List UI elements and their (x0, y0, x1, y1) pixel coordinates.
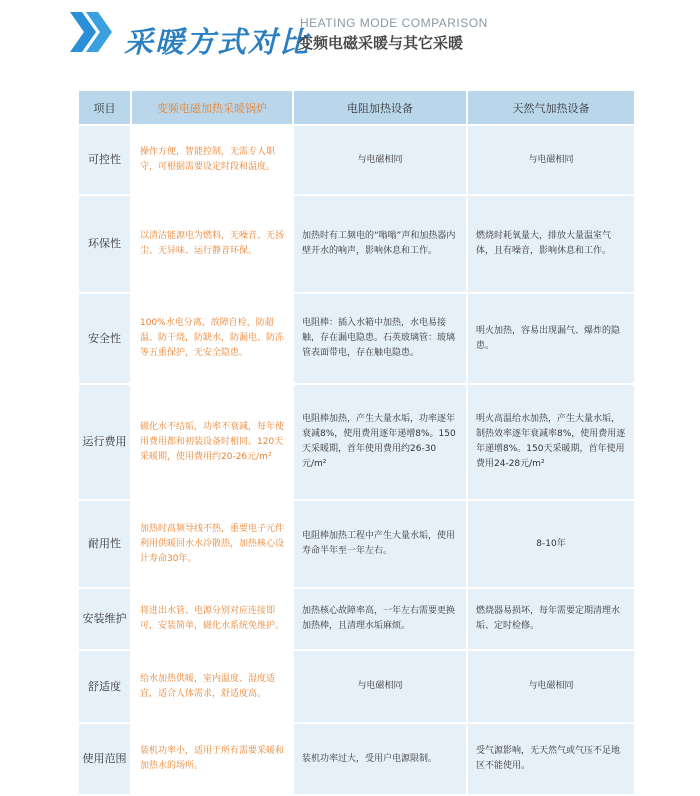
resistance-cell: 与电磁相同 (294, 126, 466, 194)
table-row (79, 651, 634, 722)
magnetic-cell: 给水加热供暖，室内温度、湿度适宜，适合人体需求，舒适度高。 (132, 651, 292, 722)
page-header (0, 0, 700, 70)
row-label: 可控性 (79, 126, 130, 194)
row-label: 耐用性 (79, 501, 130, 587)
resistance-cell: 加热时有工频电的“嗡嗡”声和加热器内壁开水的响声，影响休息和工作。 (294, 196, 466, 292)
chevron-arrows-icon (70, 12, 124, 52)
magnetic-cell: 以清洁能源电为燃料，无噪音、无扬尘、无异味、运行静音环保。 (132, 196, 292, 292)
resistance-cell: 电阻棒加热工程中产生大量水垢，使用寿命半年至一年左右。 (294, 501, 466, 587)
gas-cell: 明火加热，容易出现漏气、爆炸的隐患。 (468, 294, 634, 383)
page-subtitle: 变频电磁采暖与其它采暖 (298, 34, 464, 52)
column-header-magnetic: 变频电磁加热采暖锅炉 (132, 91, 292, 124)
table-row (79, 724, 634, 794)
table-row (79, 196, 634, 292)
column-header-resistance: 电阻加热设备 (294, 91, 466, 124)
gas-cell: 燃烧器易损坏，每年需要定期清理水垢、定时检修。 (468, 589, 634, 649)
page-title-english: HEATING MODE COMPARISON (300, 16, 488, 30)
gas-cell: 8-10年 (468, 501, 634, 587)
row-label: 安全性 (79, 294, 130, 383)
magnetic-cell: 磁化水不结垢，功率不衰减，每年使用费用都和初装设备时相同。120天采暖期，使用费用约20-26元/m² (132, 385, 292, 499)
gas-cell: 受气源影响，无天然气或气压不足地区不能使用。 (468, 724, 634, 794)
comparison-table (77, 89, 636, 796)
table-row (79, 126, 634, 194)
column-header-item: 项目 (79, 91, 130, 124)
row-label: 舒适度 (79, 651, 130, 722)
magnetic-cell: 操作方便，智能控制，无需专人职守，可根据需要设定时段和温度。 (132, 126, 292, 194)
magnetic-cell: 100%水电分离，故障自检，防超温、防干烧，防缺水，防漏电、防冻等五重保护，无安全隐患。 (132, 294, 292, 383)
magnetic-cell: 加热时高频导线不热，重要电子元件利用供暖回水水冷散热，加热核心设计寿命30年。 (132, 501, 292, 587)
table-header-row (79, 91, 634, 124)
table-row (79, 501, 634, 587)
column-header-gas: 天然气加热设备 (468, 91, 634, 124)
resistance-cell: 与电磁相同 (294, 651, 466, 722)
gas-cell: 燃烧时耗氧量大，排放大量温室气体，且有噪音，影响休息和工作。 (468, 196, 634, 292)
page-title: 采暖方式对比 (124, 25, 311, 59)
resistance-cell: 电阻棒加热，产生大量水垢，功率逐年衰减8%，使用费用逐年递增8%。150天采暖期，首年使用费用约26-30元/m² (294, 385, 466, 499)
magnetic-cell: 装机功率小，适用于所有需要采暖和加热水的场所。 (132, 724, 292, 794)
gas-cell: 明火高温给水加热，产生大量水垢，制热效率逐年衰减率8%，使用费用逐年递增8%。150天采暖期，首年使用费用24-28元/m² (468, 385, 634, 499)
row-label: 环保性 (79, 196, 130, 292)
row-label: 运行费用 (79, 385, 130, 499)
gas-cell: 与电磁相同 (468, 651, 634, 722)
row-label: 安装维护 (79, 589, 130, 649)
table-row (79, 385, 634, 499)
magnetic-cell: 将进出水管、电源分别对应连接即可，安装简单，磁化水系统免维护。 (132, 589, 292, 649)
resistance-cell: 加热核心故障率高，一年左右需要更换加热棒，且清理水垢麻烦。 (294, 589, 466, 649)
gas-cell: 与电磁相同 (468, 126, 634, 194)
row-label: 使用范围 (79, 724, 130, 794)
table-row (79, 294, 634, 383)
table-row (79, 589, 634, 649)
resistance-cell: 电阻棒：插入水箱中加热，水电易接触，存在漏电隐患。石英玻璃管：玻璃管表面带电，存在触电隐患。 (294, 294, 466, 383)
resistance-cell: 装机功率过大，受用户电源限制。 (294, 724, 466, 794)
